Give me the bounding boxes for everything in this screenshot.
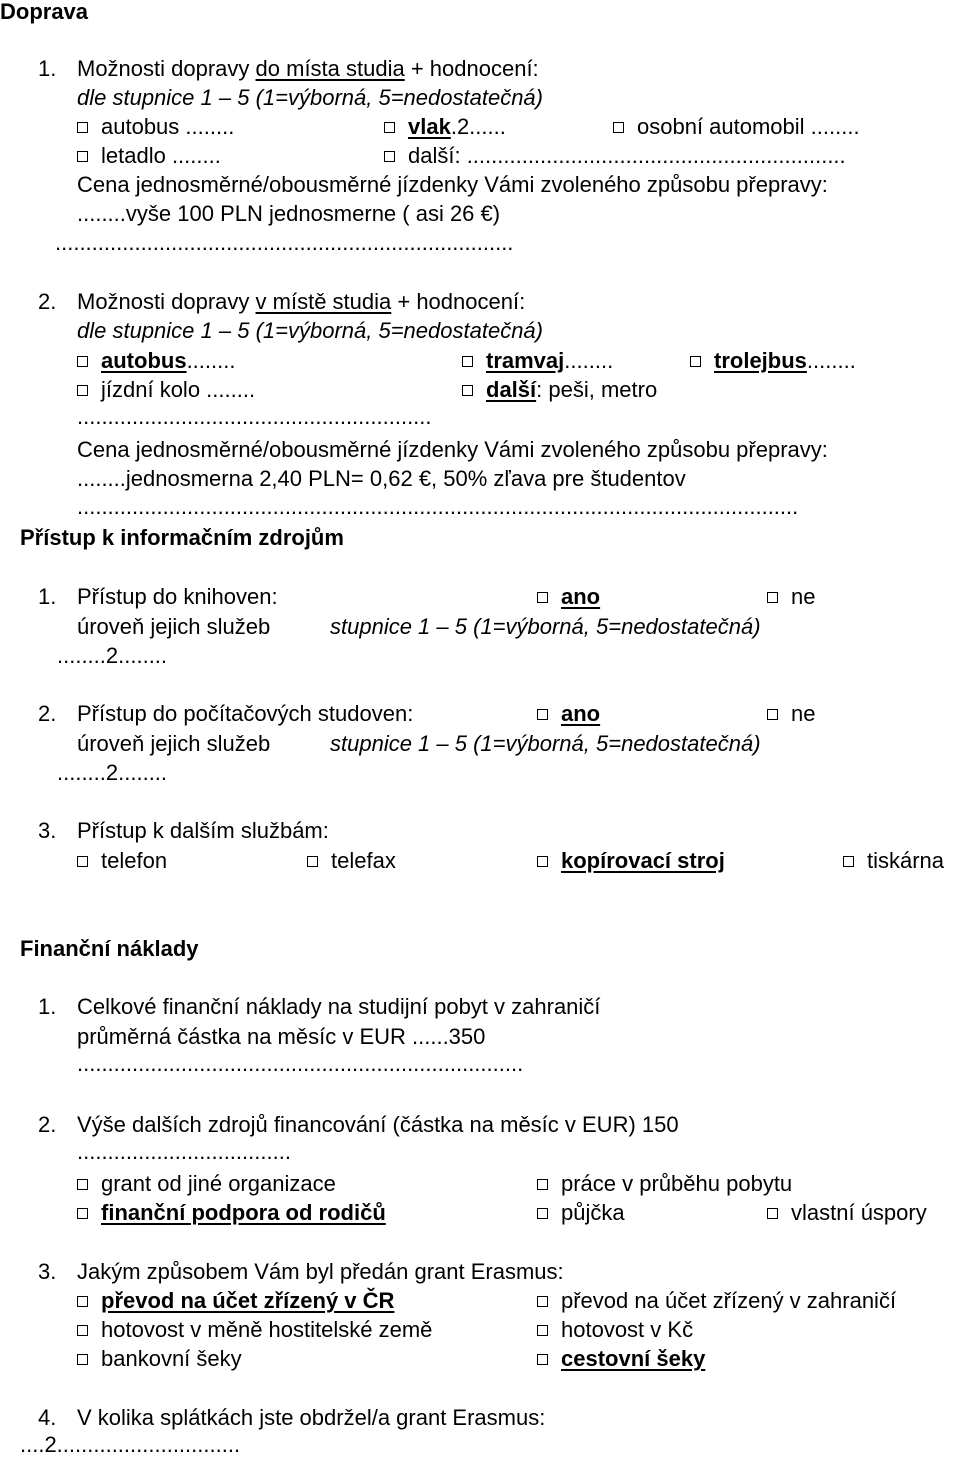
question-number: 4. <box>38 1405 57 1430</box>
checkbox-icon[interactable] <box>537 709 548 720</box>
option-cestovni-seky[interactable]: cestovní šeky <box>537 1346 705 1372</box>
section-heading-pristup: Přístup k informačním zdrojům <box>20 525 344 550</box>
question-label: V kolika splátkách jste obdržel/a grant Erasmus: <box>77 1405 546 1430</box>
option-prace[interactable]: práce v průběhu pobytu <box>537 1171 792 1197</box>
checkbox-icon[interactable] <box>384 151 395 162</box>
checkbox-icon[interactable] <box>613 122 624 133</box>
rating-scale-text: stupnice 1 – 5 (1=výborná, 5=nedostatečná) <box>330 731 761 756</box>
option-autobus[interactable]: autobus ........ <box>77 114 234 140</box>
checkbox-icon[interactable] <box>77 151 88 162</box>
question-label: Přístup do knihoven: <box>77 584 278 609</box>
question-number: 1. <box>38 994 57 1019</box>
checkbox-icon[interactable] <box>77 856 88 867</box>
option-grant[interactable]: grant od jiné organizace <box>77 1171 336 1197</box>
checkbox-icon[interactable] <box>767 592 778 603</box>
question-number: 1. <box>38 56 57 81</box>
question-label: Přístup do počítačových studoven: <box>77 701 414 726</box>
checkbox-icon[interactable] <box>77 122 88 133</box>
option-vlastni-uspory[interactable]: vlastní úspory <box>767 1200 927 1226</box>
checkbox-icon[interactable] <box>537 1208 548 1219</box>
option-telefon[interactable]: telefon <box>77 848 167 874</box>
checkbox-icon[interactable] <box>462 356 473 367</box>
dotted-answer-line: ........................................................................... <box>55 230 514 255</box>
checkbox-icon[interactable] <box>77 1296 88 1307</box>
question-label: Výše dalších zdrojů financování (částka na měsíc v EUR) 150 <box>77 1112 679 1137</box>
question-number: 3. <box>38 818 57 843</box>
dotted-answer-line: .......................................................... <box>77 404 432 429</box>
option-telefax[interactable]: telefax <box>307 848 396 874</box>
question-label: Jakým způsobem Vám byl předán grant Erasmus: <box>77 1259 564 1284</box>
option-tiskarna[interactable]: tiskárna <box>843 848 944 874</box>
checkbox-icon[interactable] <box>537 592 548 603</box>
option-ano[interactable]: ano <box>537 584 600 610</box>
dotted-answer-line: ...................................................................................................................... <box>77 494 799 519</box>
answer-value: ........2........ <box>57 643 168 668</box>
answer-value: ....2.............................. <box>20 1432 241 1457</box>
question-number: 2. <box>38 1112 57 1137</box>
answer-value: ........2........ <box>57 760 168 785</box>
checkbox-icon[interactable] <box>537 1179 548 1190</box>
question-label: Přístup k dalším službám: <box>77 818 329 843</box>
question-number: 1. <box>38 584 57 609</box>
option-ano[interactable]: ano <box>537 701 600 727</box>
checkbox-icon[interactable] <box>77 1208 88 1219</box>
question-number: 2. <box>38 701 57 726</box>
checkbox-icon[interactable] <box>462 385 473 396</box>
option-autobus[interactable]: autobus........ <box>77 348 235 374</box>
question-number: 2. <box>38 289 57 314</box>
checkbox-icon[interactable] <box>537 1325 548 1336</box>
checkbox-icon[interactable] <box>307 856 318 867</box>
average-amount: průměrná částka na měsíc v EUR ......350 <box>77 1024 486 1049</box>
price-label: Cena jednosměrné/obousměrné jízdenky Vámi zvoleného způsobu přepravy: <box>77 437 828 462</box>
section-heading-doprava: Doprava <box>0 0 89 24</box>
checkbox-icon[interactable] <box>77 1354 88 1365</box>
price-value: ........vyše 100 PLN jednosmerne ( asi 26 €) <box>77 201 501 226</box>
price-label: Cena jednosměrné/obousměrné jízdenky Vámi zvoleného způsobu přepravy: <box>77 172 828 197</box>
option-ne[interactable]: ne <box>767 584 815 610</box>
option-podpora-rodicu[interactable]: finanční podpora od rodičů <box>77 1200 386 1226</box>
option-jizdni-kolo[interactable]: jízdní kolo ........ <box>77 377 255 403</box>
price-value: ........jednosmerna 2,40 PLN= 0,62 €, 50% zľava pre študentov <box>77 466 686 491</box>
option-vlak[interactable]: vlak.2...... <box>384 114 506 140</box>
checkbox-icon[interactable] <box>537 1296 548 1307</box>
checkbox-icon[interactable] <box>690 356 701 367</box>
option-dalsi[interactable]: další: peši, metro <box>462 377 657 403</box>
checkbox-icon[interactable] <box>767 1208 778 1219</box>
option-hotovost-mena[interactable]: hotovost v měně hostitelské země <box>77 1317 432 1343</box>
checkbox-icon[interactable] <box>767 709 778 720</box>
checkbox-icon[interactable] <box>77 356 88 367</box>
service-level-label: úroveň jejich služeb <box>77 614 271 639</box>
option-hotovost-kc[interactable]: hotovost v Kč <box>537 1317 693 1343</box>
question-number: 3. <box>38 1259 57 1284</box>
checkbox-icon[interactable] <box>537 856 548 867</box>
question-label: Celkové finanční náklady na studijní pobyt v zahraničí <box>77 994 601 1019</box>
service-level-label: úroveň jejich služeb <box>77 731 271 756</box>
checkbox-icon[interactable] <box>77 1179 88 1190</box>
question-title: Možnosti dopravy v místě studia + hodnocení: <box>77 289 526 314</box>
checkbox-icon[interactable] <box>77 1325 88 1336</box>
checkbox-icon[interactable] <box>537 1354 548 1365</box>
checkbox-icon[interactable] <box>77 385 88 396</box>
section-heading-financni: Finanční náklady <box>20 936 199 961</box>
checkbox-icon[interactable] <box>843 856 854 867</box>
dotted-answer-line: ......................................................................... <box>77 1051 524 1076</box>
option-letadlo[interactable]: letadlo ........ <box>77 143 221 169</box>
option-ne[interactable]: ne <box>767 701 815 727</box>
option-prevod-zahranici[interactable]: převod na účet zřízený v zahraničí <box>537 1288 896 1314</box>
option-tramvaj[interactable]: tramvaj........ <box>462 348 613 374</box>
rating-scale-text: dle stupnice 1 – 5 (1=výborná, 5=nedostatečná) <box>77 85 543 110</box>
dotted-answer-line: ................................... <box>77 1139 291 1164</box>
option-prevod-cr[interactable]: převod na účet zřízený v ČR <box>77 1288 394 1314</box>
checkbox-icon[interactable] <box>384 122 395 133</box>
rating-scale-text: dle stupnice 1 – 5 (1=výborná, 5=nedostatečná) <box>77 318 543 343</box>
question-title: Možnosti dopravy do místa studia + hodnocení: <box>77 56 539 81</box>
rating-scale-text: stupnice 1 – 5 (1=výborná, 5=nedostatečná) <box>330 614 761 639</box>
option-pujcka[interactable]: půjčka <box>537 1200 625 1226</box>
option-bankovni-seky[interactable]: bankovní šeky <box>77 1346 242 1372</box>
option-dalsi[interactable]: další: .............................................................. <box>384 143 846 169</box>
option-kopirovaci-stroj[interactable]: kopírovací stroj <box>537 848 725 874</box>
option-trolejbus[interactable]: trolejbus........ <box>690 348 856 374</box>
option-osobni-automobil[interactable]: osobní automobil ........ <box>613 114 860 140</box>
